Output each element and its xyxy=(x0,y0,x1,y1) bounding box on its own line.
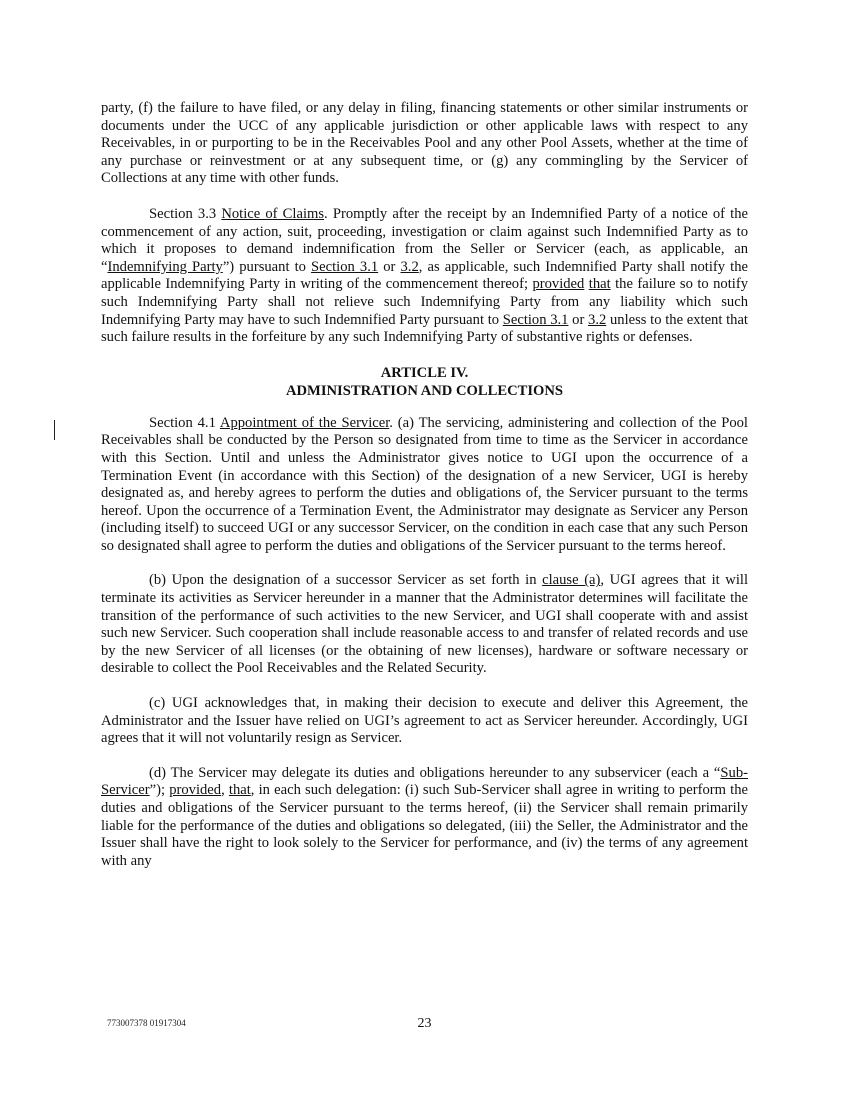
document-page xyxy=(101,100,748,887)
article-title: ADMINISTRATION AND COLLECTIONS xyxy=(285,382,564,399)
clause-d: (d) The Servicer may delegate its duties and obligations hereunder to any subservicer (each a “Sub-Servicer”); provided, that, in each such delegation: (i) such Sub-Servicer shall agree in writing to perform the duties and obligations of the Servicer pursuant to the terms hereof, (ii) the Servicer shall remain primarily liable for the performance of the duties and obligations so delegated, (iii) the Seller, the Administrator and the Issuer shall have the right to look solely to the Servicer for performance, and (iv) the terms of any agreement with any xyxy=(101,764,749,869)
provided-term: provided xyxy=(532,276,585,293)
that-term-d: that xyxy=(228,782,251,799)
page-number: 23 xyxy=(417,1016,432,1031)
section-4-1-title: Appointment of the Servicer xyxy=(219,414,390,431)
cross-ref-clause-a: clause (a) xyxy=(542,572,601,589)
cross-ref-3-2: 3.2 xyxy=(400,258,419,275)
paragraph-continuation: party, (f) the failure to have filed, or any delay in filing, financing statements or other similar instruments or documents under the UCC of any applicable jurisdiction or other applicable laws with respect to any Receivables, in or purporting to be in the Receivables Pool and any other Pool Assets, whether at the time of any purchase or reinvestment or at any subsequent time, or (g) any commingling by the Servicer of Collections at any time with other funds. xyxy=(101,100,748,187)
that-term: that xyxy=(588,276,611,293)
section-3-3-title: Notice of Claims xyxy=(221,205,325,222)
cross-ref-3-2-b: 3.2 xyxy=(588,311,607,328)
clause-c: (c) UGI acknowledges that, in making their decision to execute and deliver this Agreement, the Administrator and the Issuer have relied on UGI’s agreement to act as Servicer hereunder. Accordingly, UGI agrees that it will not voluntarily resign as Servicer. xyxy=(101,695,748,747)
document-id: 773007378 01917304 xyxy=(107,1018,186,1028)
section-4-1: Section 4.1 Appointment of the Servicer. (a) The servicing, administering and collection of the Pool Receivables shall be conducted by the Person so designated from time to time as the Servicer in accordance with this Section. Until and unless the Administrator gives notice to UGI upon the occurrence of a Termination Event (in accordance with this Section) of the designation of a new Servicer, UGI is hereby designated as, and hereby agrees to perform the duties and obligations of, the Servicer pursuant to the terms hereof. Upon the occurrence of a Termination Event, the Administrator may designate as Servicer any Person (including itself) to succeed UGI or any successor Servicer, on the condition in each case that any such Person so designated shall agree to perform the duties and obligations of the Servicer pursuant to the terms hereof. xyxy=(101,414,748,554)
defined-term-sub-servicer: Sub-Servicer xyxy=(101,764,748,799)
provided-term-d: provided xyxy=(169,782,222,799)
cross-ref-section-3-1-b: Section 3.1 xyxy=(502,311,569,328)
article-heading xyxy=(101,364,748,400)
article-number: ARTICLE IV. xyxy=(380,364,469,381)
change-bar xyxy=(54,420,55,440)
defined-term-indemnifying-party: Indemnifying Party xyxy=(107,258,223,275)
clause-b: (b) Upon the designation of a successor Servicer as set forth in clause (a), UGI agrees that it will terminate its activities as Servicer hereunder in a manner that the Administrator determines will facilitate the transition of the performance of such activities to the new Servicer, and UGI shall cooperate with and assist such new Servicer. Such cooperation shall include reasonable access to and transfer of related records and use by the new Servicer of all licenses (or the obtaining of new licenses), hardware or software necessary or desirable to collect the Pool Receivables and the Related Security. xyxy=(101,572,748,677)
cross-ref-section-3-1: Section 3.1 xyxy=(311,258,379,275)
section-3-3: Section 3.3 Notice of Claims. Promptly after the receipt by an Indemnified Party of a notice of the commencement of any action, suit, proceeding, investigation or claim against such Indemnified Party as to which it proposes to demand indemnification from the Seller or Servicer (each, as applicable, an “Indemnifying Party”) pursuant to Section 3.1 or 3.2, as applicable, such Indemnified Party shall notify the applicable Indemnifying Party in writing of the commencement thereof; provided that the failure so to notify such Indemnifying Party shall not relieve such Indemnifying Party from any liability which such Indemnifying Party may have to such Indemnified Party pursuant to Section 3.1 or 3.2 unless to the extent that such failure results in the forfeiture by any such Indemnifying Party of substantive rights or defenses. xyxy=(101,205,748,346)
